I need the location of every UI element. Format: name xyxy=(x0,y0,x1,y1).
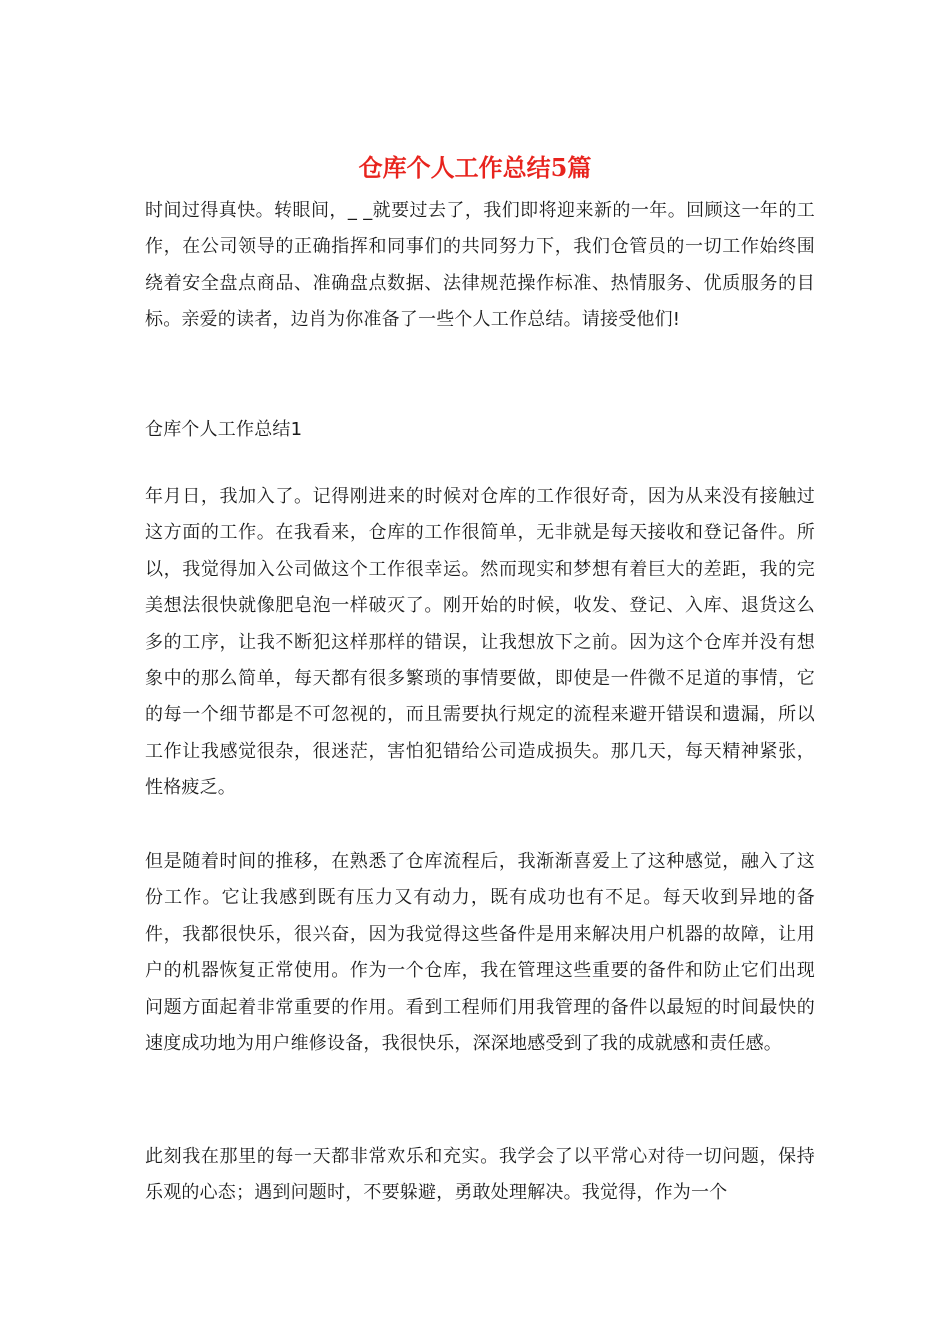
intro-paragraph: 时间过得真快。转眼间，_ _就要过去了，我们即将迎来新的一年。回顾这一年的工作，在公司领导的正确指挥和同事们的共同努力下，我们仓管员的一切工作始终围绕着安全盘点商品、准确盘点数据、法律规范操作标准、热情服务、优质服务的目标。亲爱的读者，边肖为你准备了一些个人工作总结。请接受他们! xyxy=(145,200,815,331)
document-title: 仓库个人工作总结5篇 xyxy=(358,153,592,182)
section-heading: 仓库个人工作总结1 xyxy=(145,419,303,440)
body-paragraph: 但是随着时间的推移，在熟悉了仓库流程后，我渐渐喜爱上了这种感觉，融入了这份工作。它让我感到既有压力又有动力，既有成功也有不足。每天收到异地的备件，我都很快乐，很兴奋，因为我觉得这些备件是用来解决用户机器的故障，让用户的机器恢复正常使用。作为一个仓库，我在管理这些重要的备件和防止它们出现问题方面起着非常重要的作用。看到工程师们用我管理的备件以最短的时间最快的速度成功地为用户维修设备，我很快乐，深深地感受到了我的成就感和责任感。 xyxy=(145,851,815,1055)
body-paragraph: 年月日，我加入了。记得刚进来的时候对仓库的工作很好奇，因为从来没有接触过这方面的工作。在我看来，仓库的工作很简单，无非就是每天接收和登记备件。所以，我觉得加入公司做这个工作很幸运。然而现实和梦想有着巨大的差距，我的完美想法很快就像肥皂泡一样破灭了。刚开始的时候，收发、登记、入库、退货这么多的工序，让我不断犯这样那样的错误，让我想放下之前。因为这个仓库并没有想象中的那么简单，每天都有很多繁琐的事情要做，即使是一件微不足道的事情，它的每一个细节都是不可忽视的，而且需要执行规定的流程来避开错误和遗漏，所以工作让我感觉很杂，很迷茫，害怕犯错给公司造成损失。那几天，每天精神紧张，性格疲乏。 xyxy=(145,486,815,799)
body-paragraph: 此刻我在那里的每一天都非常欢乐和充实。我学会了以平常心对待一切问题，保持乐观的心态；遇到问题时，不要躲避，勇敢处理解决。我觉得，作为一个 xyxy=(145,1146,815,1204)
